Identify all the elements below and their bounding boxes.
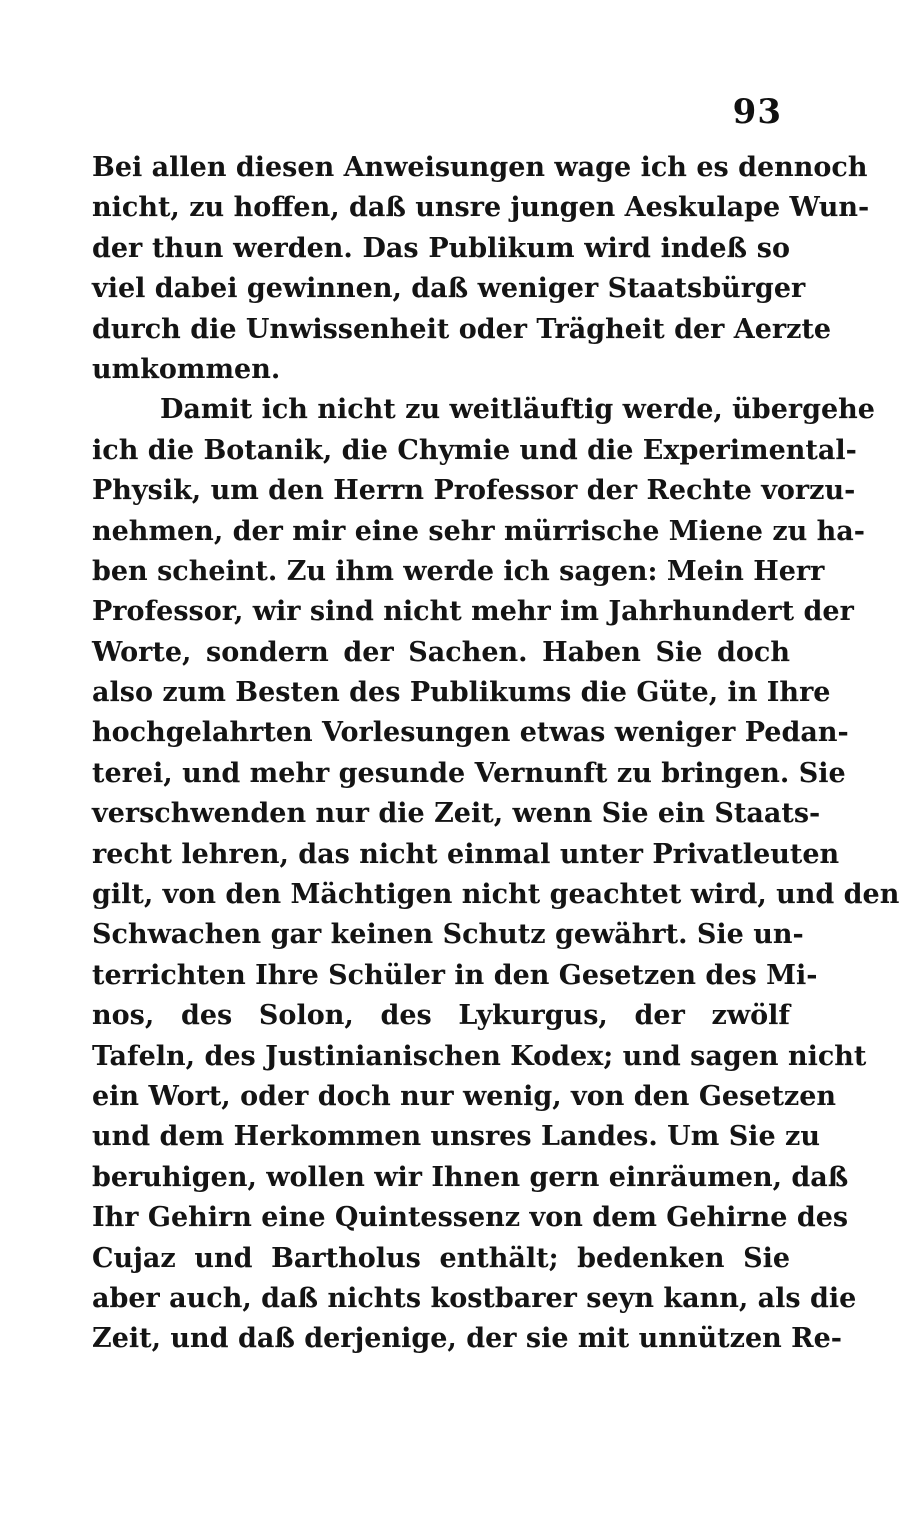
text-line: nicht, zu hoffen, daß unsre jungen Aeskulape Wun-	[92, 192, 870, 224]
text-line: hochgelahrten Vorlesungen etwas weniger Pedan-	[92, 717, 849, 749]
text-line: und dem Herkommen unsres Landes. Um Sie zu	[92, 1121, 820, 1153]
text-line: Schwachen gar keinen Schutz gewährt. Sie un-	[92, 919, 804, 951]
body-text	[92, 148, 900, 1360]
text-line: recht lehren, das nicht einmal unter Privatleuten	[92, 838, 840, 870]
text-line: ben scheint. Zu ihm werde ich sagen: Mein Herr	[92, 555, 825, 587]
text-line: ich die Botanik, die Chymie und die Experimental-	[92, 434, 857, 466]
text-line: Worte, sondern der Sachen. Haben Sie doch	[92, 636, 790, 668]
text-line: ein Wort, oder doch nur wenig, von den Gesetzen	[92, 1080, 837, 1112]
text-line: also zum Besten des Publikums die Güte, in Ihre	[92, 677, 831, 709]
text-line: Tafeln, des Justinianischen Kodex; und sagen nicht	[92, 1040, 867, 1072]
text-line: terei, und mehr gesunde Vernunft zu bringen. Sie	[92, 757, 846, 789]
text-line: viel dabei gewinnen, daß weniger Staatsbürger	[92, 273, 806, 305]
text-line: nos, des Solon, des Lykurgus, der zwölf	[92, 1000, 790, 1032]
text-line: aber auch, daß nichts kostbarer seyn kann, als die	[92, 1282, 857, 1314]
text-line: Professor, wir sind nicht mehr im Jahrhundert der	[92, 596, 854, 628]
text-line: terrichten Ihre Schüler in den Gesetzen des Mi-	[92, 959, 818, 991]
text-line: Physik, um den Herrn Professor der Rechte vorzu-	[92, 475, 856, 507]
text-line: durch die Unwissenheit oder Trägheit der Aerzte	[92, 313, 832, 345]
text-line: Ihr Gehirn eine Quintessenz von dem Gehirne des	[92, 1202, 849, 1234]
text-line: nehmen, der mir eine sehr mürrische Miene zu ha-	[92, 515, 866, 547]
text-line: Zeit, und daß derjenige, der sie mit unnützen Re-	[92, 1323, 842, 1355]
text-line: Bei allen diesen Anweisungen wage ich es dennoch	[92, 152, 868, 183]
text-line: umkommen.	[92, 353, 281, 385]
text-line: Damit ich nicht zu weitläuftig werde, übergehe	[160, 394, 875, 426]
text-line: der thun werden. Das Publikum wird indeß so	[92, 232, 790, 264]
text-line: Cujaz und Bartholus enthält; bedenken Sie	[92, 1242, 790, 1274]
text-line: verschwenden nur die Zeit, wenn Sie ein Staats-	[92, 798, 821, 830]
text-line: beruhigen, wollen wir Ihnen gern einräumen, daß	[92, 1161, 849, 1193]
page-number: 93	[732, 92, 782, 132]
text-line: gilt, von den Mächtigen nicht geachtet wird, und den	[92, 879, 900, 911]
